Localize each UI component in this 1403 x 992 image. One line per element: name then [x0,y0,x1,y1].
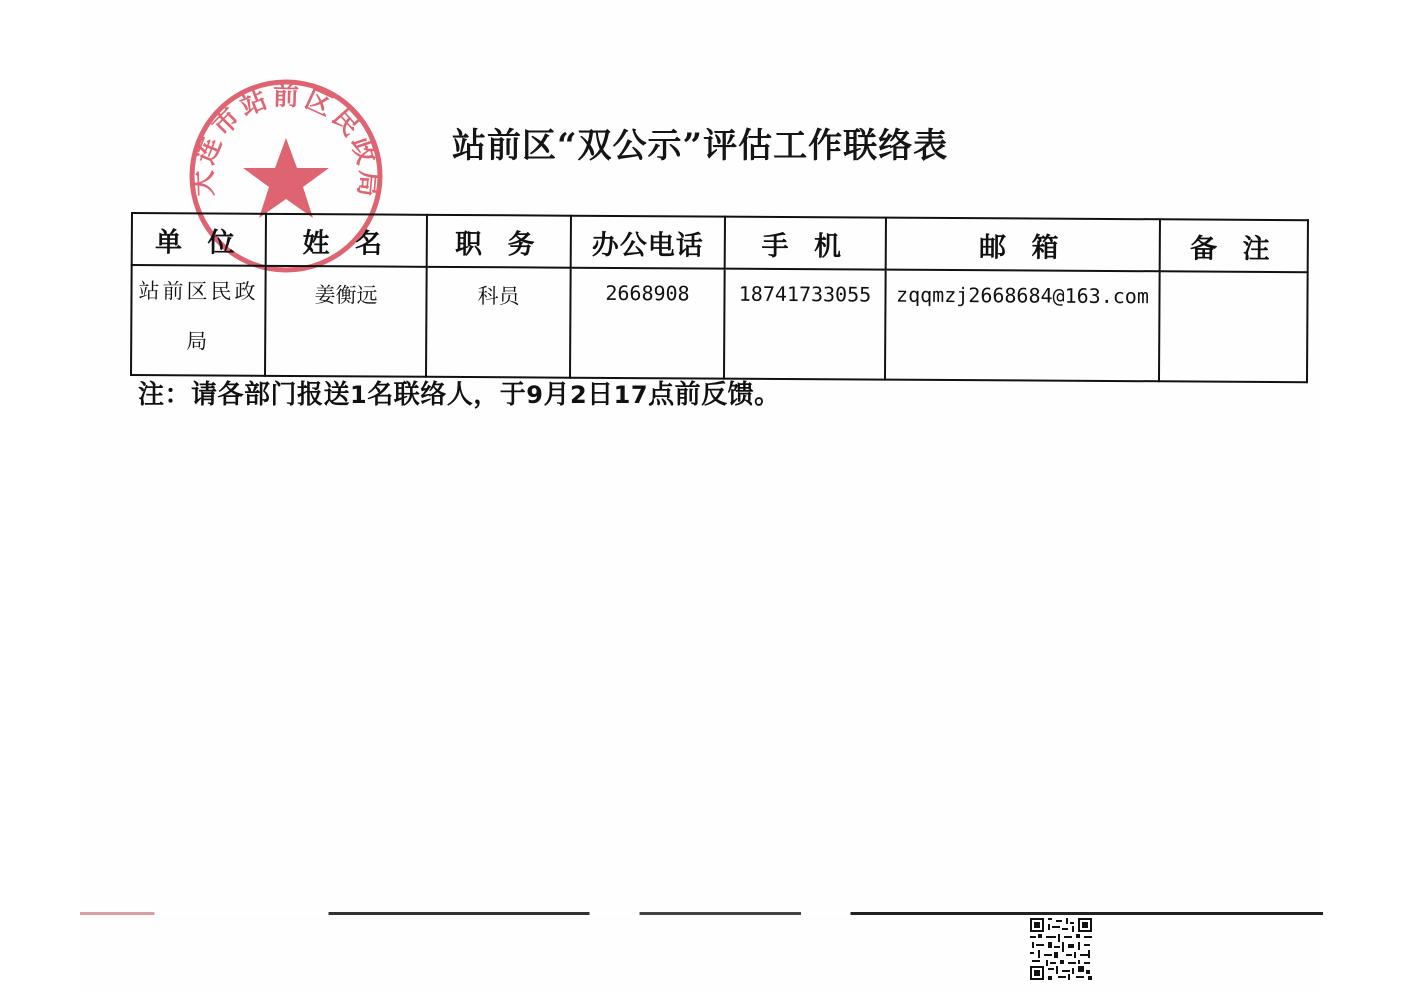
header-unit: 单 位 [132,213,266,266]
note-part-5: 点前反馈。 [648,380,781,410]
note-part-2: 名联络人，于 [367,380,527,410]
note-part-1: 注：请各部门报送 [138,380,351,410]
feedback-note [138,374,781,411]
header-office-phone: 办公电话 [571,216,725,269]
cell-email: zqqmzj2668684@163.com [885,270,1160,382]
cell-unit: 站前区民政局 [131,265,266,376]
cell-remarks [1159,271,1308,382]
note-hour: 17 [613,381,649,409]
header-email: 邮 箱 [886,218,1160,272]
contact-table [130,212,1309,383]
note-part-3: 月 [543,380,570,410]
qr-code-icon [1030,918,1092,980]
header-name: 姓 名 [266,214,427,267]
cell-mobile: 18741733055 [724,269,886,380]
note-part-4: 日 [587,380,614,410]
header-remarks: 备 注 [1160,219,1308,272]
header-mobile: 手 机 [725,217,886,270]
table-header-row [132,213,1308,272]
header-position: 职 务 [427,215,571,268]
table-row [131,265,1308,382]
star-icon [243,138,329,218]
note-month: 9 [526,381,544,409]
stamp-text: 大连市站前区民政局 [188,81,384,202]
document-title: 站前区“双公示”评估工作联络表 [452,126,949,166]
cell-office-phone: 2668908 [570,268,725,379]
cell-position: 科员 [426,267,571,378]
note-count: 1 [350,381,368,409]
page-bottom-rule [80,912,1323,915]
note-day: 2 [569,381,588,409]
cell-name: 姜衡远 [265,266,427,377]
